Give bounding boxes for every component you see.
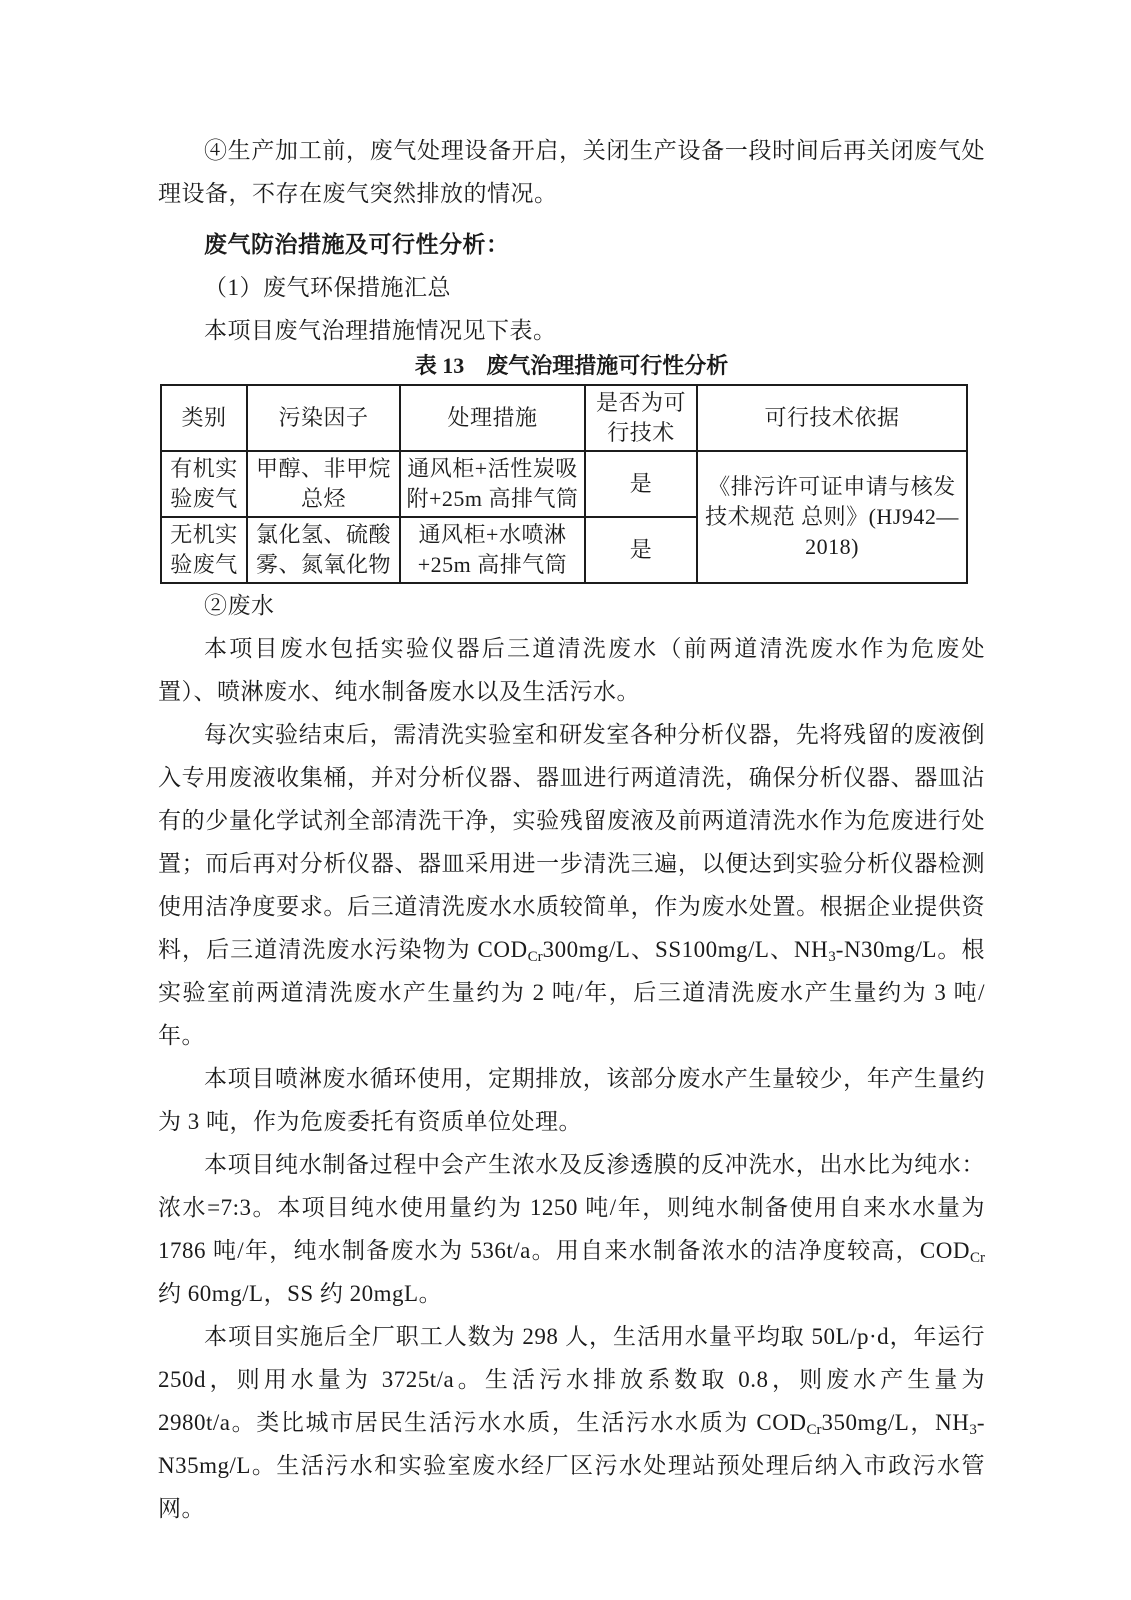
text-segment: 350mg/L，NH xyxy=(821,1410,970,1435)
header-feasible: 是否为可行技术 xyxy=(585,385,697,451)
cell-treatment: 通风柜+水喷淋+25m 高排气筒 xyxy=(400,517,585,583)
subscript-cr: Cr xyxy=(806,1422,822,1438)
table-13-waste-gas-feasibility xyxy=(160,384,968,584)
cell-treatment: 通风柜+活性炭吸附+25m 高排气筒 xyxy=(400,451,585,517)
cell-pollutants: 甲醇、非甲烷总烃 xyxy=(247,451,400,517)
subscript-cr: Cr xyxy=(527,949,543,965)
paragraph-pure-water xyxy=(158,1143,985,1315)
cell-category: 无机实验废气 xyxy=(161,517,247,583)
cell-feasible: 是 xyxy=(585,451,697,517)
subscript-3: 3 xyxy=(828,949,836,965)
paragraph-spray-wastewater: 本项目喷淋废水循环使用，定期排放，该部分废水产生量较少，年产生量约为 3 吨，作为危废委托有资质单位处理。 xyxy=(158,1066,985,1134)
document-content xyxy=(158,0,985,1530)
subscript-3: 3 xyxy=(969,1422,977,1438)
text-segment: 约 60mg/L，SS 约 20mgL。 xyxy=(158,1281,443,1306)
paragraph-table-intro: 本项目废气治理措施情况见下表。 xyxy=(204,318,557,343)
header-category: 类别 xyxy=(161,385,247,451)
paragraph-cleaning-wastewater xyxy=(158,713,985,1057)
cell-category: 有机实验废气 xyxy=(161,451,247,517)
table-13-title: 表 13 废气治理措施可行性分析 xyxy=(414,353,729,378)
paragraph-wastewater-overview: 本项目废水包括实验仪器后三道清洗废水（前两道清洗废水作为危废处置）、喷淋废水、纯水制备废水以及生活污水。 xyxy=(158,636,985,704)
paragraph-measures-summary-label: （1）废气环保措施汇总 xyxy=(204,275,451,300)
text-segment: -N30mg/L。根实验室前两道清洗废水产生量约为 2 吨/年，后三道清洗废水产生量约为 3 吨/年。 xyxy=(158,937,985,1048)
header-pollutants: 污染因子 xyxy=(247,385,400,451)
text-segment: -N35mg/L。生活污水和实验室废水经厂区污水处理站预处理后纳入市政污水管网。 xyxy=(158,1410,985,1521)
text-segment: 本项目实施后全厂职工人数为 298 人，生活用水量平均取 50L/p·d，年运行 250d，则用水量为 3725t/a。生活污水排放系数取 0.8，则废水产生量为 2980t/a。类比城市居民生活污水水质，生活污水水质为 COD xyxy=(158,1324,985,1435)
heading-waste-gas-measures: 废气防治措施及可行性分析： xyxy=(204,232,510,257)
header-basis: 可行技术依据 xyxy=(697,385,967,451)
subscript-cr: Cr xyxy=(970,1250,985,1266)
text-segment: 本项目纯水制备过程中会产生浓水及反渗透膜的反冲洗水，出水比为纯水：浓水=7:3。本项目纯水使用量约为 1250 吨/年，则纯水制备使用自来水水量为 1786 吨/年，纯水制备废水为 536t/a。用自来水制备浓水的洁净度较高，COD xyxy=(158,1152,985,1263)
cell-feasible: 是 xyxy=(585,517,697,583)
text-segment: 300mg/L、SS100mg/L、NH xyxy=(542,937,829,962)
paragraph-production-note: ④生产加工前，废气处理设备开启，关闭生产设备一段时间后再关闭废气处理设备，不存在废气突然排放的情况。 xyxy=(158,138,985,206)
cell-pollutants: 氯化氢、硫酸雾、氮氧化物 xyxy=(247,517,400,583)
heading-wastewater: ②废水 xyxy=(204,593,275,618)
header-treatment: 处理措施 xyxy=(400,385,585,451)
cell-basis: 《排污许可证申请与核发技术规范 总则》(HJ942—2018) xyxy=(697,451,967,583)
table-row-organic xyxy=(161,451,967,517)
table-header-row xyxy=(161,385,967,451)
paragraph-domestic-sewage xyxy=(158,1315,985,1530)
text-segment: 每次实验结束后，需清洗实验室和研发室各种分析仪器，先将残留的废液倒入专用废液收集桶，并对分析仪器、器皿进行两道清洗，确保分析仪器、器皿沾有的少量化学试剂全部清洗干净，实验残留废液及前两道清洗水作为危废进行处置；而后再对分析仪器、器皿采用进一步清洗三遍，以便达到实验分析仪器检测使用洁净度要求。后三道清洗废水水质较简单，作为废水处置。根据企业提供资料，后三道清洗废水污染物为 COD xyxy=(158,722,985,962)
